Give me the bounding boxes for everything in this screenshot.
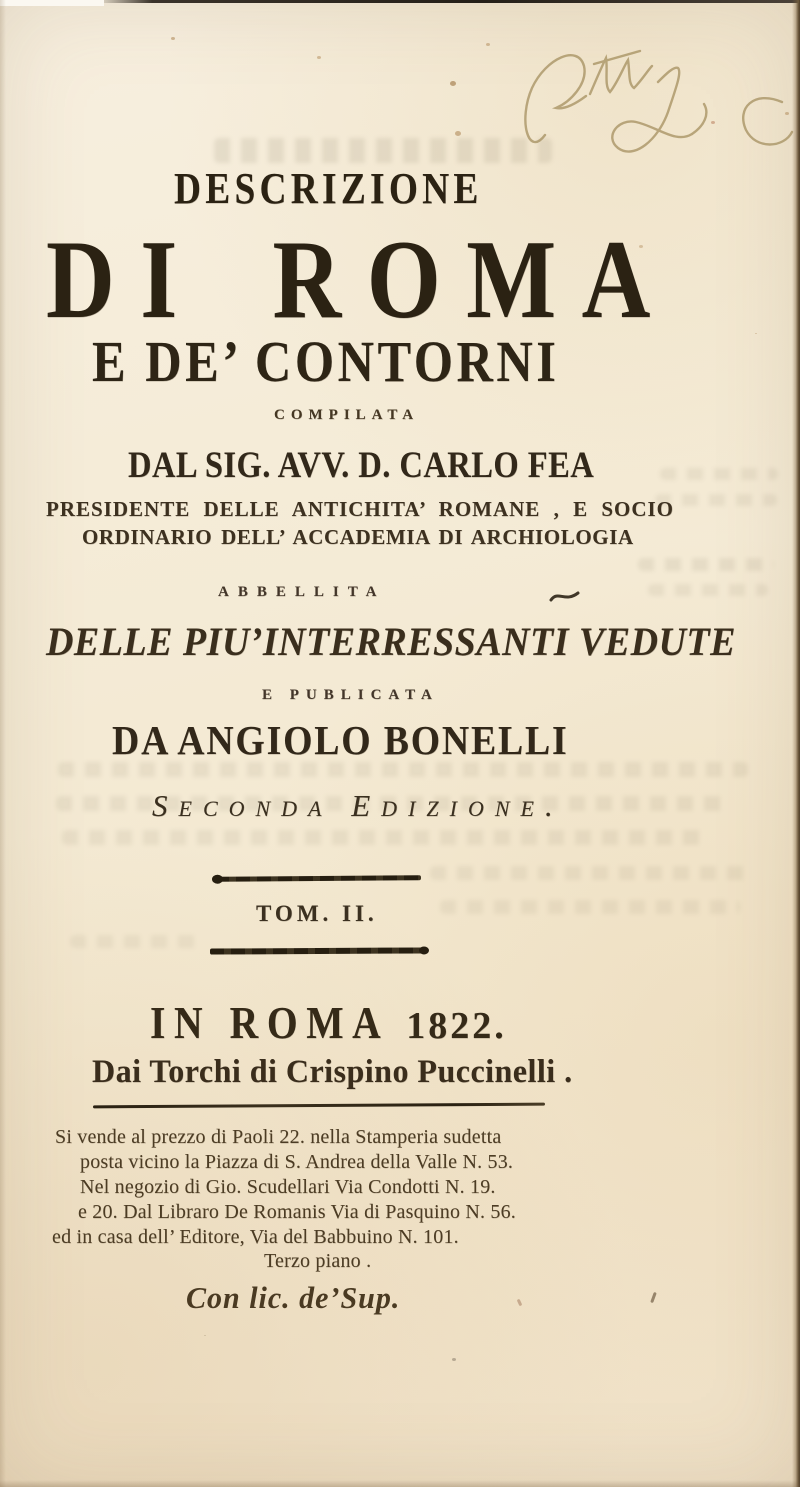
bleedthrough-ghost (660, 468, 778, 480)
foxing-spots (450, 81, 456, 86)
title-kicker: DESCRIZIONE (174, 164, 483, 213)
page-top-left-gap (0, 0, 104, 6)
publisher-line: DA ANGIOLO BONELLI (112, 717, 569, 763)
page-left-edge-shade (0, 0, 6, 1487)
imprint-line (150, 996, 507, 1049)
divider-rule-2 (210, 947, 427, 954)
author-title-line-1: PRESIDENTE DELLE ANTICHITA’ ROMANE , E SOCIO (46, 497, 675, 521)
title-subtitle: E DE’ CONTORNI (92, 329, 560, 394)
author-title-line-2: ORDINARIO DELL’ ACCADEMIA DI ARCHIOLOGIA (82, 525, 634, 549)
license-line: Con lic. de’Sup. (186, 1280, 401, 1315)
author-line: DAL SIG. AVV. D. CARLO FEA (128, 445, 595, 486)
bleedthrough-ghost (58, 762, 748, 777)
bleedthrough-ghost (62, 830, 702, 845)
divider-rule-3 (93, 1103, 545, 1109)
page-top-edge (96, 0, 800, 3)
tome-line: TOM. II. (256, 901, 378, 926)
colophon-line: Si vende al prezzo di Paoli 22. nella Stamperia sudetta (55, 1126, 502, 1148)
bleedthrough-ghost (430, 866, 748, 880)
colophon-line: posta vicino la Piazza di S. Andrea della Valle N. 53. (80, 1151, 514, 1173)
published-label: E PUBLICATA (262, 687, 439, 703)
handwritten-signature (500, 20, 800, 170)
bleedthrough-ghost (70, 935, 200, 948)
ink-speck (517, 1299, 523, 1307)
embellished-label: ABBELLITA (218, 584, 386, 600)
printer-line: Dai Torchi di Crispino Puccinelli . (92, 1054, 573, 1090)
imprint-city: IN ROMA (150, 997, 390, 1048)
page-bottom-edge-shade (0, 1480, 800, 1487)
vedute-line: DELLE PIU’INTERRESSANTI VEDUTE (46, 619, 736, 664)
colophon-line: ed in casa dell’ Editore, Via del Babbuino N. 101. (52, 1226, 459, 1248)
edition-line: Seconda Edizione. (152, 788, 564, 823)
colophon-line: e 20. Dal Libraro De Romanis Via di Pasquino N. 56. (78, 1201, 517, 1223)
ink-speck (650, 1292, 657, 1303)
imprint-year: 1822. (406, 1005, 507, 1047)
bleedthrough-ghost (648, 584, 768, 596)
bleedthrough-ghost (638, 558, 774, 571)
compiled-label: COMPILATA (274, 407, 420, 423)
page-right-edge-shadow (792, 0, 800, 1487)
bleedthrough-ghost (440, 900, 740, 914)
title-main: DI ROMA (46, 218, 676, 342)
colophon-line: Nel negozio di Gio. Scudellari Via Condotti N. 19. (80, 1176, 496, 1198)
colophon-line: Terzo piano . (264, 1250, 372, 1272)
ink-flourish-mark (549, 588, 581, 606)
divider-rule-1 (215, 875, 421, 881)
